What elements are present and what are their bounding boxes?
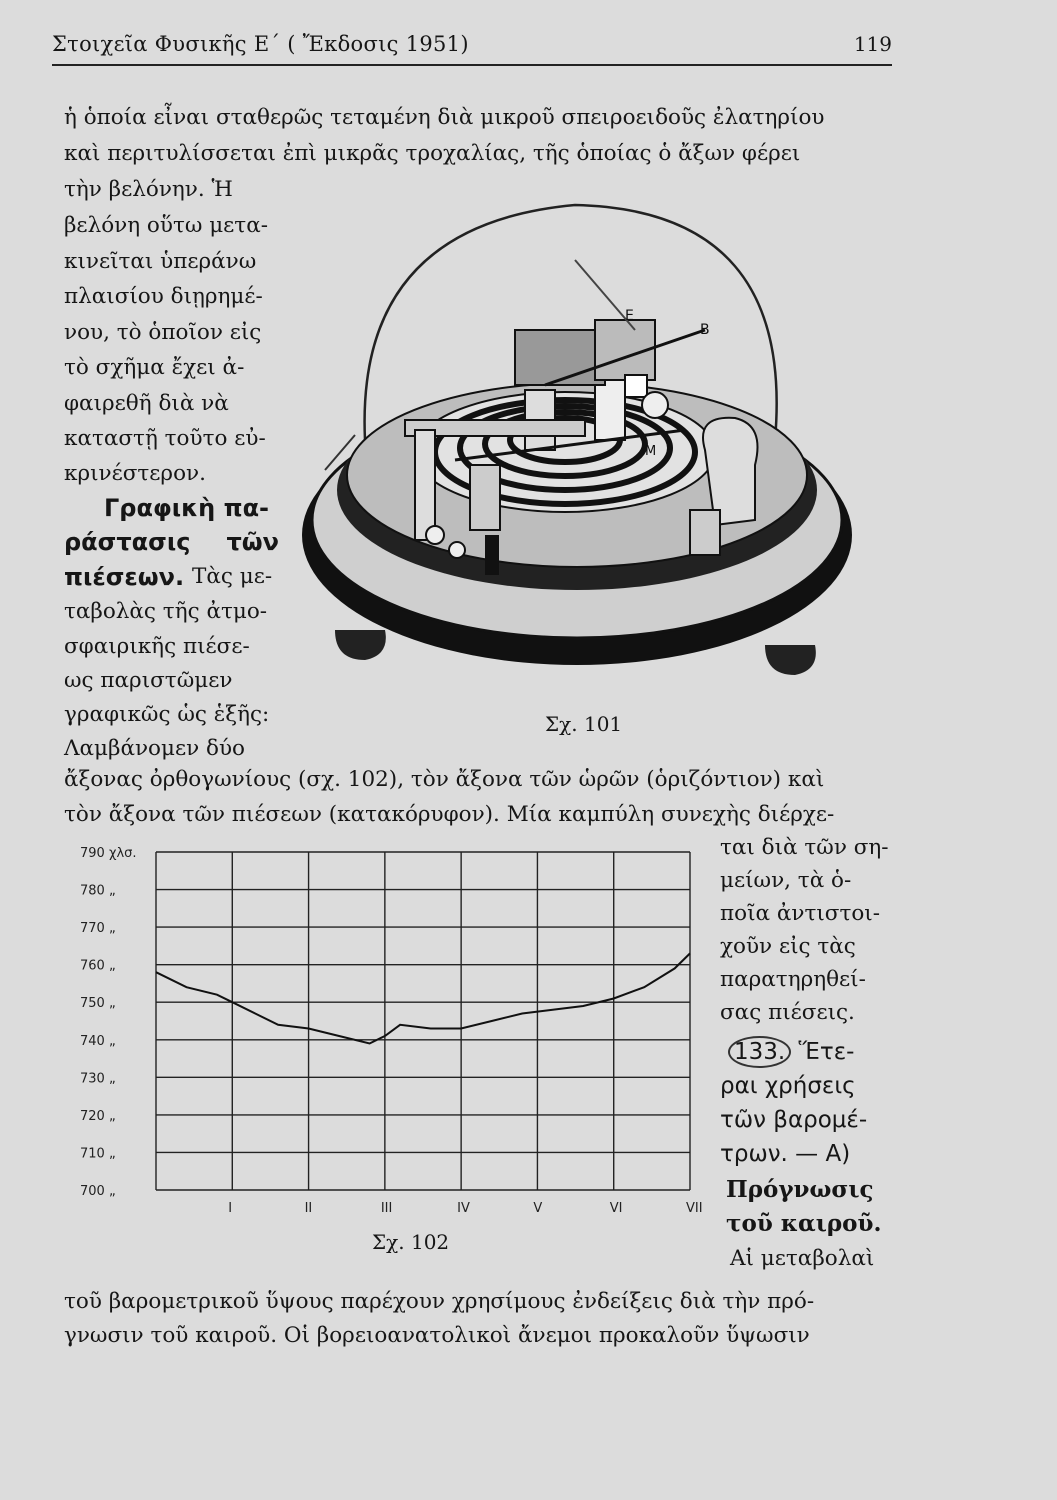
x-tick-label: V <box>533 1201 543 1216</box>
text-line: φαιρεθῆ διὰ νὰ <box>64 391 229 416</box>
section-title: Ἕτε- <box>798 1039 855 1065</box>
y-tick-label: 780 „ <box>80 883 116 899</box>
y-tick-label: 770 „ <box>80 921 116 937</box>
page-header <box>52 30 892 66</box>
figure-101-label-e: E <box>625 308 634 324</box>
x-tick-label: II <box>304 1201 313 1216</box>
section-heading-part: ράστασις <box>64 528 191 556</box>
text-line: τὸ σχῆμα ἔχει ἀ- <box>64 355 245 380</box>
subsection-heading: τοῦ καιροῦ. <box>726 1210 882 1237</box>
text-line: νου, τὸ ὁποῖον εἰς <box>64 320 262 345</box>
y-tick-label: 750 „ <box>80 996 116 1012</box>
text-line: Αἱ μεταβολαὶ <box>730 1246 875 1271</box>
y-tick-label: 710 „ <box>80 1146 116 1162</box>
y-tick-label: 740 „ <box>80 1033 116 1049</box>
text-line: σας πιέσεις. <box>720 1000 855 1025</box>
section-title: ραι χρήσεις <box>720 1073 856 1099</box>
text-line: σφαιρικῆς πιέσε- <box>64 634 250 659</box>
section-title: τρων. — Α) <box>720 1141 851 1167</box>
x-tick-label: IV <box>457 1201 470 1216</box>
text-line: ως παριστῶμεν <box>64 668 233 693</box>
text-line: ἡ ὁποία εἶναι σταθερῶς τεταμένη διὰ μικροῦ σπειροειδοῦς ἐλατηρίου <box>64 105 825 130</box>
text-line: χοῦν εἰς τὰς <box>720 934 856 959</box>
text-line: τὴν βελόνην. Ἡ <box>64 177 233 202</box>
figure-101-label-m: M <box>645 444 657 459</box>
y-tick-label: 790 χλσ. <box>80 846 137 861</box>
text-line: τοῦ βαρομετρικοῦ ὕψους παρέχουν χρησίμους ἐνδείξεις διὰ τὴν πρό- <box>64 1289 815 1314</box>
text-line: κρινέστερον. <box>64 461 206 486</box>
y-tick-label: 720 „ <box>80 1108 116 1124</box>
x-tick-label: I <box>228 1201 233 1216</box>
text-line: κινεῖται ὑπεράνω <box>64 249 257 274</box>
running-title: Στοιχεῖα Φυσικῆς Ε΄ ( Ἔκδοσις 1951) <box>52 32 469 56</box>
page-number: 119 <box>853 32 892 56</box>
text-line: γνωσιν τοῦ καιροῦ. Οἱ βορειοανατολικοὶ ἄνεμοι προκαλοῦν ὕψωσιν <box>64 1323 810 1348</box>
y-tick-label: 700 „ <box>80 1184 116 1199</box>
text-line: καὶ περιτυλίσσεται ἐπὶ μικρᾶς τροχαλίας, τῆς ὁποίας ὁ ἄξων φέρει <box>64 141 801 166</box>
x-tick-label: VII <box>686 1201 703 1216</box>
text-line: καταστῇ τοῦτο εὐ- <box>64 426 266 451</box>
section-heading <box>64 528 279 556</box>
text-line: ταβολὰς τῆς ἀτμο- <box>64 599 268 624</box>
y-tick-label: 730 „ <box>80 1071 116 1087</box>
text-line: ται διὰ τῶν ση- <box>720 835 889 860</box>
section-number: 133. <box>728 1036 791 1068</box>
text-line: ἄξονας ὀρθογωνίους (σχ. 102), τὸν ἄξονα τῶν ὡρῶν (ὁριζόντιον) καὶ <box>64 767 825 792</box>
text-line: βελόνη οὕτω μετα- <box>64 213 268 238</box>
text-line: πλαισίου διῃρημέ- <box>64 284 263 309</box>
section-heading: Γραφικὴ πα- <box>104 494 270 522</box>
text-line: γραφικῶς ὡς ἑξῆς: <box>64 702 270 727</box>
text-line: Λαμβάνομεν δύο <box>64 736 245 761</box>
y-tick-label: 760 „ <box>80 958 116 974</box>
figure-102-caption: Σχ. 102 <box>372 1230 450 1254</box>
figure-101-caption: Σχ. 101 <box>545 712 623 736</box>
x-tick-label: III <box>380 1201 393 1216</box>
text-line: τὸν ἄξονα τῶν πιέσεων (κατακόρυφον). Μία καμπύλη συνεχὴς διέρχε- <box>64 802 835 827</box>
text-line: Τὰς με- <box>192 564 273 589</box>
figure-101-label-b: B <box>700 322 710 338</box>
section-title: τῶν βαρομέ- <box>720 1107 868 1133</box>
text-line: παρατηρηθεί- <box>720 967 866 992</box>
text-line: ποῖα ἀντιστοι- <box>720 901 880 926</box>
x-tick-label: VI <box>609 1201 623 1216</box>
figure-102-pressure-chart <box>60 840 710 1220</box>
section-title-line <box>728 1036 854 1068</box>
section-heading-part: τῶν <box>226 528 279 556</box>
subsection-heading: Πρόγνωσις <box>726 1176 874 1203</box>
section-heading: πιέσεων. <box>64 563 185 591</box>
text-line: μείων, τὰ ὁ- <box>720 868 852 893</box>
figure-101-barograph-illustration <box>295 190 895 690</box>
pressure-curve <box>156 953 690 1043</box>
